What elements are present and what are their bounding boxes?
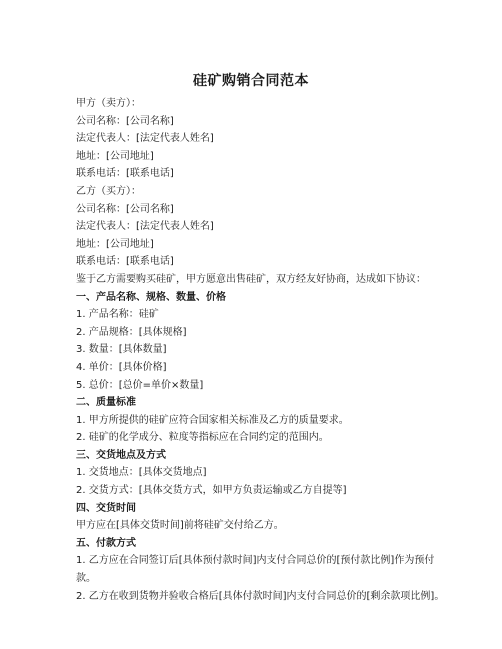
section-item: 甲方应在[具体交货时间]前将硅矿交付给乙方。	[76, 520, 284, 532]
section-heading: 二、质量标准	[76, 397, 136, 409]
section-item: 4. 单价：[具体价格]	[76, 361, 167, 373]
party-b-label: 乙方（买方）：	[76, 185, 141, 197]
section-item: 3. 数量：[具体数量]	[76, 344, 167, 356]
section-item: 2. 硅矿的化学成分、粒度等指标应在合同约定的范围内。	[76, 432, 329, 444]
section-item: 1. 交货地点：[具体交货地点]	[76, 467, 207, 479]
party-b-phone: 联系电话：[联系电话]	[76, 256, 174, 268]
section-heading: 一、产品名称、规格、数量、价格	[76, 291, 226, 303]
party-a-company: 公司名称：[公司名称]	[76, 115, 174, 127]
section-item: 2. 乙方在收到货物并验收合格后[具体付款时间]内支付合同总价的[剩余款项比例]。	[76, 590, 445, 602]
section-item: 5. 总价：[总价=单价×数量]	[76, 379, 204, 391]
section-heading: 五、付款方式	[76, 537, 136, 549]
party-b-representative: 法定代表人：[法定代表人姓名]	[76, 221, 214, 233]
section-item: 1. 乙方应在合同签订后[具体预付款时间]内支付合同总价的[预付款比例]作为预付款。	[76, 555, 435, 585]
party-a-label: 甲方（卖方）：	[76, 98, 141, 109]
section-heading: 四、交货时间	[76, 502, 136, 514]
section-item: 2. 产品规格：[具体规格]	[76, 326, 187, 338]
preamble: 鉴于乙方需要购买硅矿，甲方愿意出售硅矿，双方经友好协商，达成如下协议：	[76, 273, 426, 285]
party-b-address: 地址：[公司地址]	[76, 238, 154, 250]
section-item: 1. 产品名称：硅矿	[76, 309, 159, 321]
section-item: 1. 甲方所提供的硅矿应符合国家相关标准及乙方的质量要求。	[76, 414, 349, 426]
party-a-phone: 联系电话：[联系电话]	[76, 168, 174, 180]
section-heading: 三、交货地点及方式	[76, 449, 166, 461]
section-item: 2. 交货方式：[具体交货方式，如甲方负责运输或乙方自提等]	[76, 485, 347, 497]
party-a-representative: 法定代表人：[法定代表人姓名]	[76, 133, 214, 145]
party-b-company: 公司名称：[公司名称]	[76, 203, 174, 215]
document-title: 硅矿购销合同范本	[193, 73, 309, 89]
document-body	[76, 95, 445, 605]
party-a-address: 地址：[公司地址]	[76, 150, 154, 162]
